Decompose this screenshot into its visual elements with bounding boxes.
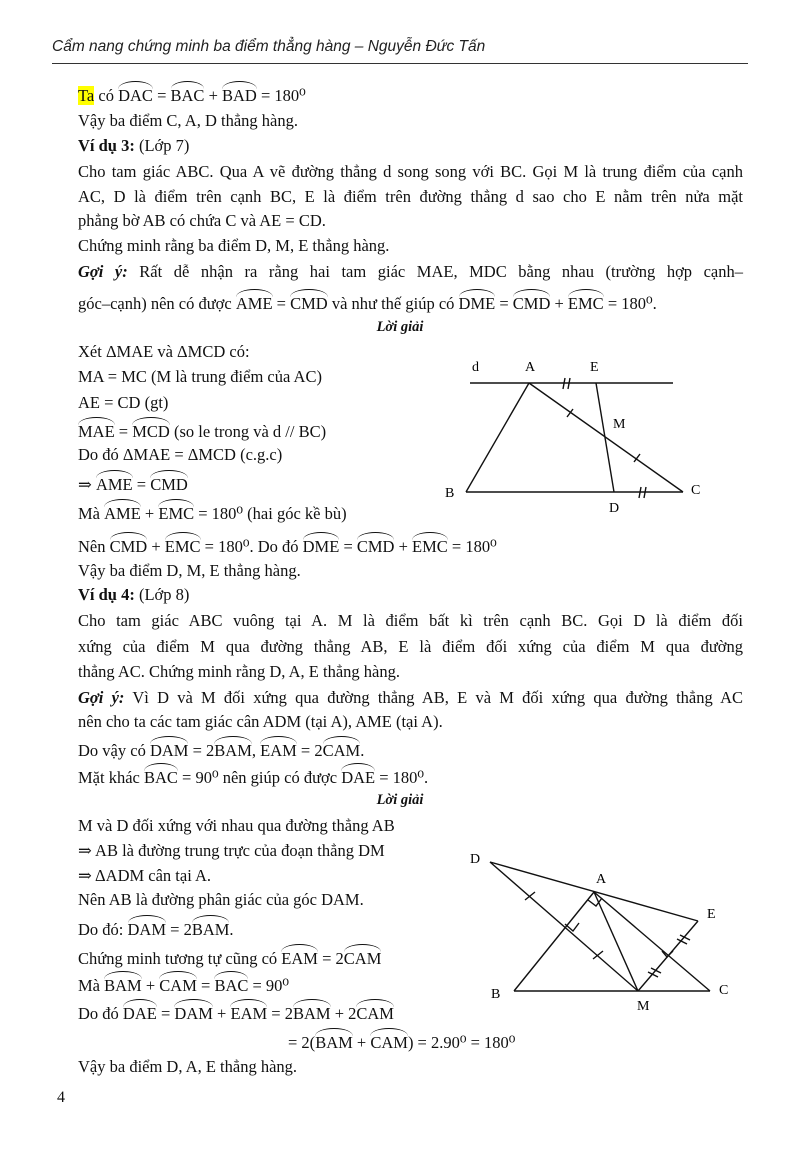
label-d: d	[472, 360, 479, 375]
text: = 90⁰ nên giúp có được	[182, 768, 338, 787]
label-e: E	[707, 907, 716, 922]
sol-3-line-5: Do đó ΔMAE = ΔMCD (c.g.c)	[78, 445, 283, 464]
sol-4-line-2: ⇒ AB là đường trung trực của đoạn thẳng DM	[78, 841, 385, 860]
text: có	[98, 86, 114, 105]
sol-3-line-1: Xét ΔMAE và ΔMCD có:	[78, 342, 250, 361]
page-number: 4	[57, 1089, 65, 1106]
grade-label: (Lớp 8)	[138, 585, 190, 604]
angle-cam: CAM	[323, 737, 361, 762]
angle-cam: CAM	[370, 1029, 408, 1054]
text: =	[157, 86, 167, 105]
angle-emc: EMC	[568, 290, 604, 315]
text: = 2	[322, 949, 344, 968]
page-header: Cẩm nang chứng minh ba điểm thẳng hàng – Nguyễn Đức Tấn	[52, 38, 486, 55]
label-b: B	[445, 486, 455, 501]
line-2: Vậy ba điểm C, A, D thẳng hàng.	[78, 111, 298, 130]
angle-bam: BAM	[192, 916, 230, 941]
text: .	[360, 741, 365, 760]
angle-bac: BAC	[171, 82, 205, 107]
example-label: Ví dụ 4:	[78, 585, 135, 604]
angle-bam: BAM	[315, 1029, 353, 1054]
angle-bam: BAM	[293, 1000, 331, 1025]
angle-emc: EMC	[412, 533, 448, 558]
problem-3-line-3: phẳng bờ AB có chứa C và AE = CD.	[78, 211, 326, 230]
angle-eam: EAM	[281, 945, 318, 970]
angle-cmd: CMD	[357, 533, 395, 558]
label-m: M	[613, 417, 626, 432]
problem-3-line-2: AC, D là điểm trên cạnh BC, E là điểm trên đường thẳng d sao cho E nằm trên nửa mặt	[78, 187, 743, 206]
text: = 2	[300, 741, 323, 760]
angle-cam: CAM	[344, 945, 382, 970]
text: = 180⁰ (hai góc kề bù)	[198, 504, 347, 523]
sol-3-line-2: MA = MC (M là trung điểm của AC)	[78, 367, 322, 386]
angle-emc: EMC	[158, 500, 194, 525]
text: = 2	[192, 741, 215, 760]
label-d: D	[470, 852, 481, 867]
segment-am	[594, 892, 638, 991]
text: = 180⁰.	[607, 294, 657, 313]
grade-label: (Lớp 7)	[138, 136, 190, 155]
angle-emc: EMC	[165, 533, 201, 558]
highlighted-word: Ta	[78, 86, 95, 105]
example-label: Ví dụ 3:	[78, 136, 135, 155]
segment-ac	[594, 892, 710, 991]
angle-dme: DME	[459, 290, 496, 315]
text: = 2(	[288, 1033, 316, 1052]
angle-ame: AME	[104, 500, 141, 525]
hint-label: Gợi ý:	[78, 688, 125, 707]
angle-eam: EAM	[230, 1000, 267, 1025]
sol-4-conclusion: Vậy ba điểm D, A, E thẳng hàng.	[78, 1057, 298, 1076]
hint-text: Vì D và M đối xứng qua đường thẳng AB, E và M đối xứng qua đường thẳng AC	[132, 688, 743, 707]
text: +	[356, 1033, 367, 1052]
angle-cmd: CMD	[513, 290, 551, 315]
text: = 90⁰	[252, 976, 290, 995]
text: =	[343, 537, 353, 556]
angle-dam: DAM	[150, 737, 189, 762]
angle-bam: BAM	[214, 737, 252, 762]
text: Mặt khác	[78, 768, 140, 787]
text: = 180⁰	[260, 86, 306, 105]
text: góc–cạnh) nên có được	[78, 294, 232, 313]
angle-dae: DAE	[123, 1000, 157, 1025]
text: =	[118, 422, 129, 441]
problem-4-line-1: Cho tam giác ABC vuông tại A. M là điểm bất kì trên cạnh BC. Gọi D là điểm đối	[78, 611, 743, 630]
text: ,	[251, 741, 256, 760]
angle-dam: DAM	[174, 1000, 213, 1025]
sol-4-line-1: M và D đối xứng với nhau qua đường thẳng AB	[78, 816, 395, 835]
angle-mcd: MCD	[132, 418, 170, 443]
text: = 180⁰.	[379, 768, 429, 787]
solution-heading: Lời giải	[376, 319, 424, 335]
text: Nên	[78, 537, 106, 556]
sol-4-line-4: Nên AB là đường phân giác của góc DAM.	[78, 890, 364, 909]
text: Chứng minh tương tự cũng có	[78, 949, 278, 968]
segment-dm	[490, 862, 638, 991]
hint-label: Gợi ý:	[78, 262, 128, 281]
angle-bam: BAM	[104, 972, 142, 997]
label-a: A	[596, 872, 607, 887]
problem-3-line-1: Cho tam giác ABC. Qua A vẽ đường thẳng d song song với BC. Gọi M là trung điểm của cạnh	[78, 162, 743, 181]
label-b: B	[491, 987, 501, 1002]
text: Do đó:	[78, 920, 124, 939]
text: +	[554, 294, 564, 313]
angle-ame: AME	[236, 290, 273, 315]
angle-bac: BAC	[144, 764, 178, 789]
problem-4-line-2: xứng của điểm M qua đường thẳng AB, E là điểm đối xứng của điểm M qua đường	[78, 637, 743, 656]
angle-cam: CAM	[356, 1000, 394, 1025]
angle-eam: EAM	[260, 737, 297, 762]
angle-dam: DAM	[128, 916, 167, 941]
text: = 2	[271, 1004, 293, 1023]
sol-4-line-3: ⇒ ΔADM cân tại A.	[78, 866, 212, 885]
problem-4-line-3: thẳng AC. Chứng minh rằng D, A, E thẳng hàng.	[78, 662, 400, 681]
text: (so le trong và d // BC)	[173, 422, 327, 441]
angle-mae: MAE	[78, 418, 115, 443]
text: +	[398, 537, 408, 556]
label-d-point: D	[609, 501, 620, 516]
text: =	[201, 976, 211, 995]
angle-cmd: CMD	[150, 471, 188, 496]
angle-cam: CAM	[159, 972, 197, 997]
text: = 2	[170, 920, 192, 939]
label-a: A	[525, 360, 536, 375]
label-e: E	[590, 360, 599, 375]
sol-3-line-3: AE = CD (gt)	[78, 393, 169, 412]
text: và như thế giúp có	[331, 294, 455, 313]
label-c: C	[691, 483, 701, 498]
angle-dac: DAC	[118, 82, 153, 107]
text: = 180⁰	[451, 537, 497, 556]
text: ) = 2.90⁰ = 180⁰	[407, 1033, 516, 1052]
text: Do vậy có	[78, 741, 146, 760]
angle-dme: DME	[303, 533, 340, 558]
angle-dae: DAE	[341, 764, 375, 789]
text: =	[276, 294, 286, 313]
text: =	[136, 475, 147, 494]
text: = 180⁰. Do đó	[204, 537, 299, 556]
text: =	[160, 1004, 171, 1023]
angle-cmd: CMD	[110, 533, 148, 558]
hint-4-line-2: nên cho ta các tam giác cân ADM (tại A), AME (tại A).	[78, 712, 443, 731]
solution-heading: Lời giải	[376, 792, 424, 808]
text: Mà	[78, 504, 100, 523]
text: +	[208, 86, 218, 105]
text: .	[229, 920, 234, 939]
text: + 2	[334, 1004, 357, 1023]
problem-3-line-4: Chứng minh rằng ba điểm D, M, E thẳng hàng.	[78, 236, 390, 255]
text: Mà	[78, 976, 100, 995]
segment-de	[490, 862, 698, 921]
angle-ame: AME	[96, 471, 133, 496]
text: +	[217, 1004, 227, 1023]
text: +	[144, 504, 155, 523]
angle-bad: BAD	[222, 82, 257, 107]
label-c: C	[719, 983, 729, 998]
text: +	[145, 976, 156, 995]
text: +	[151, 537, 161, 556]
angle-cmd: CMD	[290, 290, 328, 315]
implies-symbol: ⇒	[78, 475, 92, 494]
angle-bac: BAC	[214, 972, 248, 997]
hint-text: Rất dễ nhận ra rằng hai tam giác MAE, MDC bằng nhau (trường hợp cạnh–	[139, 262, 743, 281]
label-m: M	[637, 999, 650, 1014]
text: =	[499, 294, 509, 313]
text: Do đó	[78, 1004, 119, 1023]
sol-3-conclusion: Vậy ba điểm D, M, E thẳng hàng.	[78, 561, 301, 580]
